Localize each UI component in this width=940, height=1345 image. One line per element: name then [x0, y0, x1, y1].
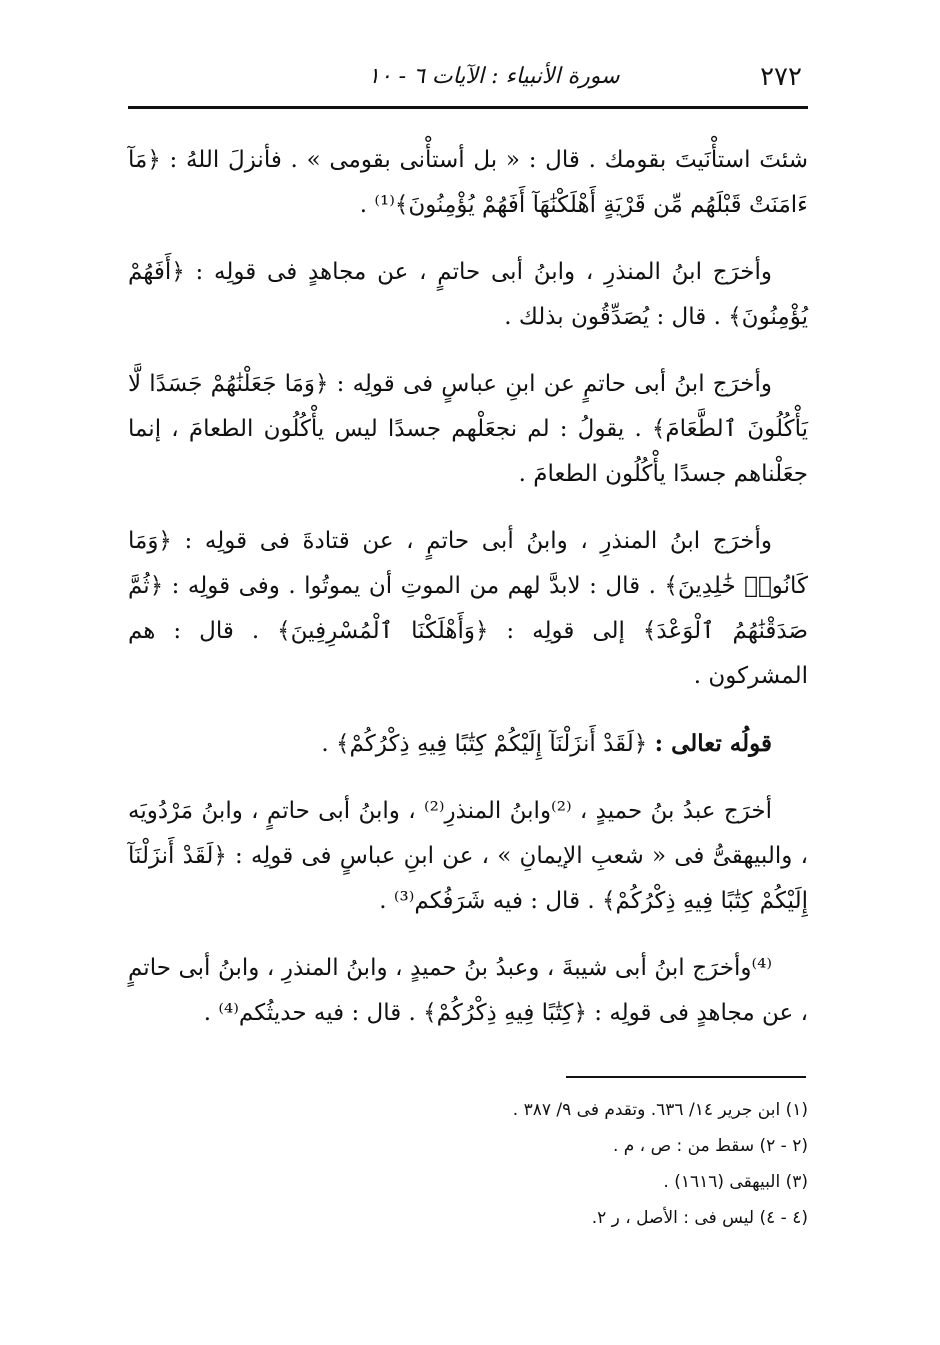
- verse-heading-label: قولُه تعالى :: [654, 730, 772, 757]
- footnote: (١) ابن جرير ١٤/ ٦٣٦. وتقدم فى ٩/ ٣٨٧ .: [512, 1100, 808, 1120]
- footnotes: [128, 1092, 808, 1236]
- paragraph: أخرَج عبدُ بنُ حميدٍ ، ⁽²⁾وابنُ المنذرِ⁽²⁾ ، وابنُ أبى حاتمٍ ، وابنُ مَرْدُويَه ، والبيهقىُّ فى « شعبِ الإيمانِ » ، عن ابنِ عباسٍ فى قولِه : ﴿لَقَدْ أَنزَلْنَآ إِلَيْكُمْ كِتَٰبًا فِيهِ ذِكْرُكُمْ﴾ . قال : فيه شَرَفُكم⁽³⁾ .: [128, 798, 808, 914]
- paragraph: وأخرَج ابنُ المنذرِ ، وابنُ أبى حاتمٍ ، عن مجاهدٍ فى قولِه : ﴿أَفَهُمْ يُؤْمِنُونَ﴾ . قال : يُصَدِّقُون بذلك .: [128, 259, 808, 330]
- verse-heading: [128, 721, 808, 767]
- main-text: [128, 138, 808, 1058]
- paragraph: وأخرَج ابنُ أبى حاتمٍ عن ابنِ عباسٍ فى قولِه : ﴿وَمَا جَعَلْنَٰهُمْ جَسَدًا لَّا يَأْكُلُونَ ٱلطَّعَامَ﴾ . يقولُ : لم نجعَلْهم جسدًا ليس يأْكُلُون الطعامَ ، إنما جعَلْناهم جسدًا يأْكُلُون الطعامَ .: [128, 371, 808, 487]
- page-number: ٢٧٢: [760, 62, 802, 92]
- footnote: (٣) البيهقى (١٦١٦) .: [663, 1172, 808, 1192]
- paragraph: وأخرَج ابنُ المنذرِ ، وابنُ أبى حاتمٍ ، عن قتادةَ فى قولِه : ﴿وَمَا كَانُوا۟ خَٰلِدِينَ﴾ . قال : لابدَّ لهم من الموتِ أن يموتُوا . وفى قولِه : ﴿ثُمَّ صَدَقْنَٰهُمُ ٱلْوَعْدَ﴾ إلى قولِه : ﴿وَأَهْلَكْنَا ٱلْمُسْرِفِينَ﴾ . قال : هم المشركون .: [128, 528, 808, 689]
- paragraph: شئتَ استأْنَيتَ بقومك . قال : « بل أستأْنى بقومى » . فأنزلَ اللهُ : ﴿مَآ ءَامَنَتْ قَبْلَهُم مِّن قَرْيَةٍ أَهْلَكْنَٰهَآ أَفَهُمْ يُؤْمِنُونَ﴾⁽¹⁾ .: [128, 147, 808, 218]
- header-rule: [128, 106, 808, 109]
- footnote: (٤ - ٤) ليس فى : الأصل ، ر ٢.: [591, 1208, 808, 1228]
- footnote-rule: [566, 1076, 806, 1078]
- verse-heading-text: ﴿لَقَدْ أَنزَلْنَآ إِلَيْكُمْ كِتَٰبًا فِيهِ ذِكْرُكُمْ﴾ .: [321, 731, 648, 757]
- running-title: سورة الأنبياء : الآيات ٦ - ١٠: [368, 64, 620, 89]
- footnote: (٢ - ٢) سقط من : ص ، م .: [612, 1136, 808, 1156]
- paragraph: ⁽⁴⁾وأخرَج ابنُ أبى شيبةَ ، وعبدُ بنُ حميدٍ ، وابنُ المنذرِ ، وابنُ أبى حاتمٍ ، عن مجاهدٍ فى قولِه : ﴿كِتَٰبًا فِيهِ ذِكْرُكُمْ﴾ . قال : فيه حديثُكم⁽⁴⁾ .: [128, 955, 808, 1026]
- page-header: [128, 58, 808, 98]
